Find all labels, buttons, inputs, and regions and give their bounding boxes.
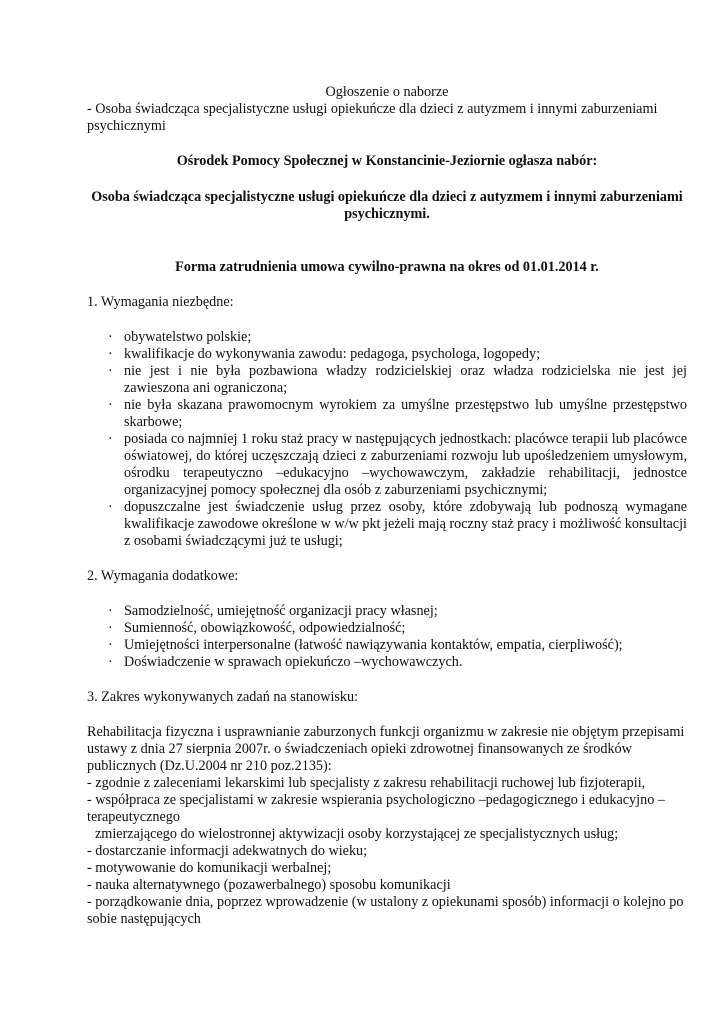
bullet-icon: · — [108, 329, 113, 345]
section3-intro: Rehabilitacja fizyczna i usprawnianie zaburzonych funkcji organizmu w zakresie nie objętym przepisami ustawy z dnia 27 sierpnia 2007r. o świadczeniach opieki zdrowotnej finansowanych ze środków publicznych (Dz.U.2004 nr 210 poz.2135): — [87, 724, 685, 774]
institution-heading: Ośrodek Pomocy Społecznej w Konstancinie-Jeziornie ogłasza nabór: — [176, 153, 598, 169]
section3-line: - motywowanie do komunikacji werbalnej; — [87, 860, 332, 876]
section3-line: - współpraca ze specjalistami w zakresie wspierania psychologiczno –pedagogicznego i edukacyjno –terapeutycznego — [87, 792, 665, 825]
announcement-title: Ogłoszenie o naborze — [325, 84, 449, 100]
list-item: · nie była skazana prawomocnym wyrokiem za umyślne przestępstwo lub umyślne przestępstwo skarbowe; — [108, 397, 687, 430]
section3-line: - porządkowanie dnia, poprzez wprowadzenie (w ustalony z opiekunami sposób) informacji o kolejno po sobie następujących — [87, 894, 684, 927]
list-item: · Doświadczenie w sprawach opiekuńczo –wychowawczych. — [108, 654, 463, 670]
bullet-icon: · — [108, 346, 113, 362]
bullet-icon: · — [108, 603, 113, 619]
announcement-subtitle: - Osoba świadcząca specjalistyczne usługi opiekuńcze dla dzieci z autyzmem i innymi zaburzeniami psychicznymi — [87, 101, 658, 134]
section2-list — [87, 603, 687, 671]
list-item: · dopuszczalne jest świadczenie usług przez osoby, które zdobywają lub podnoszą wymagane kwalifikacje zawodowe określone w w/w pkt jeżeli mają roczny staż pracy i możliwość konsultacji z osobami świadczącymi już te usługi; — [108, 499, 687, 549]
section1-list — [87, 329, 687, 550]
employment-form: Forma zatrudnienia umowa cywilno-prawna na okres od 01.01.2014 r. — [175, 259, 599, 275]
list-item: · kwalifikacje do wykonywania zawodu: pedagoga, psychologa, logopedy; — [108, 346, 541, 362]
section3-line: - nauka alternatywnego (pozawerbalnego) sposobu komunikacji — [87, 877, 451, 893]
list-item: · nie jest i nie była pozbawiona władzy rodzicielskiej oraz władza rodzicielska nie jest jej zawieszona ani ograniczona; — [108, 363, 687, 396]
bullet-icon: · — [108, 363, 113, 379]
list-item: · Umiejętności interpersonalne (łatwość nawiązywania kontaktów, empatia, cierpliwość); — [108, 637, 623, 653]
position-heading: Osoba świadcząca specjalistyczne usługi opiekuńcze dla dzieci z autyzmem i innymi zaburzeniami psychicznymi. — [91, 189, 683, 222]
bullet-icon: · — [108, 620, 113, 636]
list-item: · obywatelstwo polskie; — [108, 329, 252, 345]
list-item: · posiada co najmniej 1 roku staż pracy w następujących jednostkach: placówce terapii lub placówce oświatowej, do której uczęszczają dzieci z zaburzeniami rozwoju lub upośledzeniem umysłowym, ośrodku terapeutyczno –edukacyjno –wychowawczym, zakładzie rehabilitacji, jednostce organizacyjnej pomocy społecznej dla osób z zaburzeniami psychicznymi; — [108, 431, 687, 498]
bullet-icon: · — [108, 654, 113, 670]
bullet-icon: · — [108, 431, 113, 447]
section3-line: - zgodnie z zaleceniami lekarskimi lub specjalisty z zakresu rehabilitacji ruchowej lub fizjoterapii, — [87, 775, 646, 791]
bullet-icon: · — [108, 397, 113, 413]
bullet-icon: · — [108, 499, 113, 515]
section3-line: - dostarczanie informacji adekwatnych do wieku; — [87, 843, 368, 859]
section3-title: 3. Zakres wykonywanych zadań na stanowisku: — [87, 689, 359, 705]
list-item: · Sumienność, obowiązkowość, odpowiedzialność; — [108, 620, 406, 636]
bullet-icon: · — [108, 637, 113, 653]
list-item: · Samodzielność, umiejętność organizacji pracy własnej; — [108, 603, 438, 619]
section1-title: 1. Wymagania niezbędne: — [87, 294, 234, 310]
document-body — [87, 84, 687, 928]
section3-line: zmierzającego do wielostronnej aktywizacji osoby korzystającej ze specjalistycznych usług; — [95, 826, 619, 842]
section2-title: 2. Wymagania dodatkowe: — [87, 568, 239, 584]
